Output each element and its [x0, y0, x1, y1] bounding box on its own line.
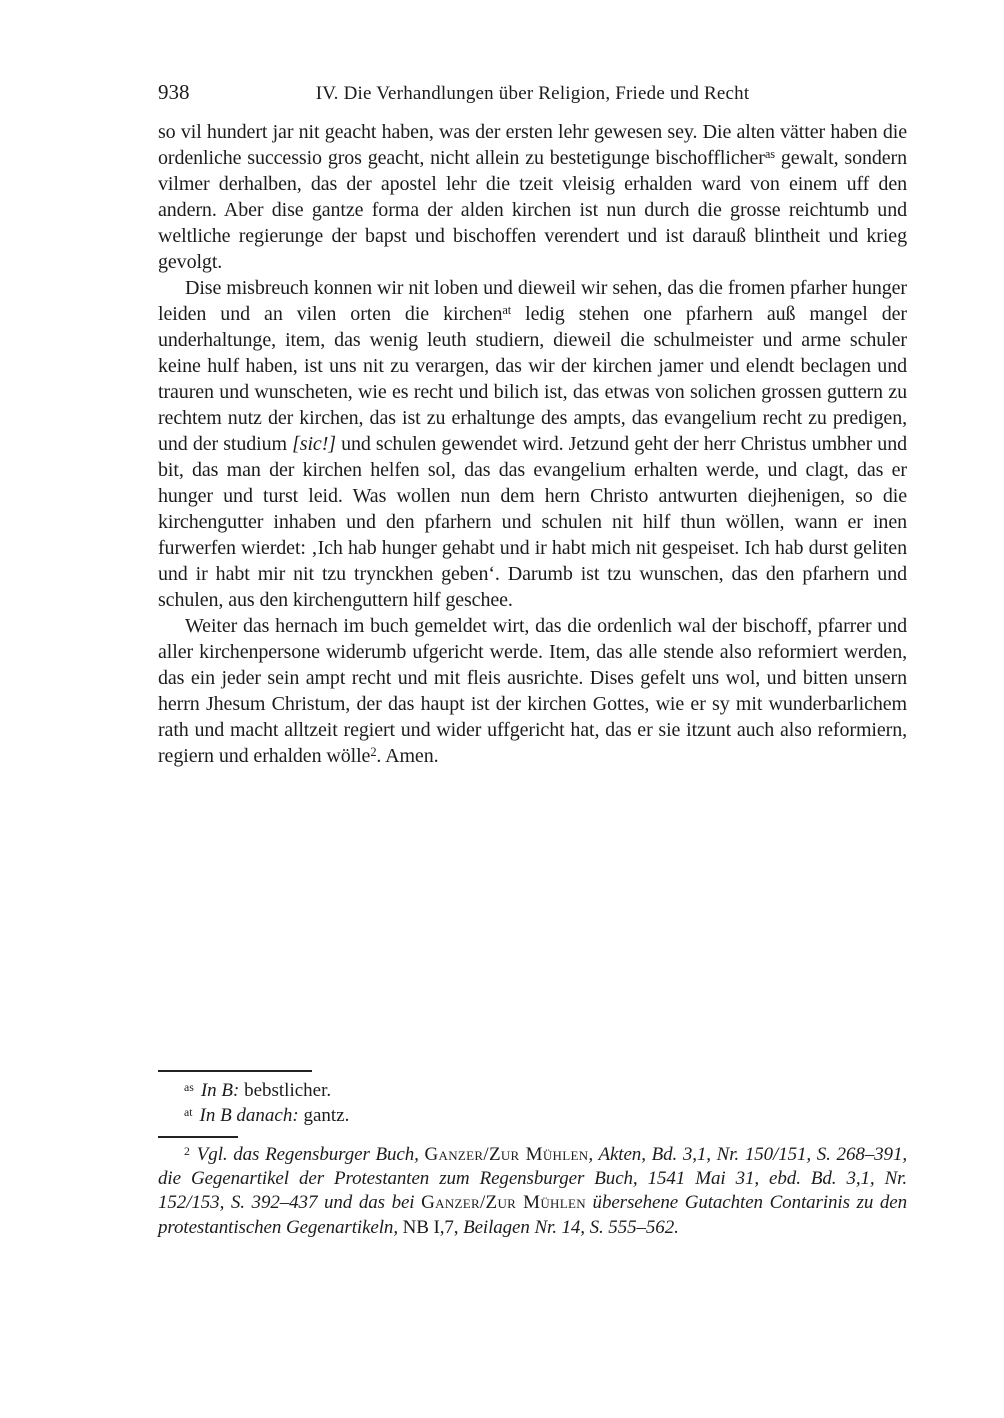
text-segment: gewalt, sondern vilmer derhalben, das der apostel lehr die tzeit vleisig erhalden ward von einem uff den andern. Aber dise gantze forma der alden kirchen ist nun durch die grosse reichtumb und weltliche regierunge der bapst und bischoffen verendert und ist darauß blintheit und krieg gevolgt.: [158, 147, 908, 273]
running-header: IV. Die Verhandlungen über Religion, Friede und Recht: [315, 83, 750, 104]
body-paragraph: [158, 275, 907, 613]
superscript-reference: as: [764, 147, 775, 162]
text-segment: Dise misbreuch konnen wir nit loben und dieweil wir sehen, das die fromen pfarher hunger leiden und an vilen orten die kirchen: [158, 277, 907, 325]
apparatus-separator-rule: [158, 1070, 312, 1072]
text-segment: gantz.: [298, 1105, 350, 1126]
text-segment: . Amen.: [376, 745, 439, 767]
text-segment: und schulen gewendet wird. Jetzund geht der herr Christus umbher und bit, das man der kirchen helfen sol, das das evangelium erhalten werde, und clagt, das er hunger und turst leid. Was wollen nun dem hern Christo antwurten diejhenigen, so die kirchengutter inhaben und den pfarhern und schulen nit hilf thun wöllen, wann er inen furwerfen wierdet: ‚Ich hab hunger gehabt und ir habt mich nit gespeiset. Ich hab durst geliten und ir habt mir nit tzu trynckhen geben‘. Darumb ist tzu wunschen, das den pfarhern und schulen, aus den kirchenguttern hilf geschee.: [158, 433, 907, 611]
text-segment: In B:: [200, 1080, 240, 1101]
footnote-marker: at: [184, 1105, 193, 1119]
text-segment: ledig stehen one pfarhern auß mangel der underhaltunge, item, das wenig leuth studiern, dieweil die schulmeister und arme schuler keine hulf haben, ist uns nit zu verargen, das wir der kirchen jamer und elendt beclagen und trauren und wunscheten, wie es recht und bilich ist, das etwas von solichen grossen guttern zu rechtem nutz der kirchen, das ist zu erhaltunge des ampts, das evangelium recht zu predigen, und der studium: [158, 303, 907, 455]
text-segment: Akten, Bd. 3,1, Nr. 150/151, S. 268–391, die Gegenartikel der Protestanten zum Regensburger Buch, 1541 Mai 31, ebd. Bd. 3,1, Nr. 152/153, S. 392–437 und das bei: [158, 1144, 907, 1214]
text-segment: bebstlicher.: [239, 1080, 332, 1101]
text-segment: In B danach:: [199, 1105, 299, 1126]
body-text: [158, 119, 907, 769]
footnote-marker: as: [184, 1080, 194, 1094]
critical-apparatus: [158, 1078, 907, 1128]
page-number: 938: [158, 80, 190, 104]
apparatus-note: [158, 1078, 907, 1103]
superscript-reference: at: [502, 303, 512, 318]
superscript-reference: 2: [370, 745, 377, 760]
apparatus-note: [158, 1103, 907, 1128]
footnote: [158, 1143, 907, 1240]
text-segment: ,: [588, 1144, 599, 1165]
text-segment: Ganzer/Zur Mühlen: [421, 1192, 586, 1214]
text-segment: Weiter das hernach im buch gemeldet wirt, das die ordenlich wal der bischoff, pfarrer und aller kirchenpersone widerumb ufgericht werde. Item, das alle stende also reformiert werden, das ein jeder sein ampt recht und mit fleis ausrichte. Dises gefelt uns wol, und bitten unsern herrn Jhesum Christum, der das haupt ist der kirchen Gottes, wie er sy mit wunderbarlichem rath und macht alltzeit regiert und wider uffgericht hat, das er sie itzunt auch also reformiern, regiern und erhalden wölle: [158, 615, 907, 767]
footnote-separator-rule: [158, 1136, 238, 1138]
text-segment: so vil hundert jar nit geacht haben, was der ersten lehr gewesen sey. Die alten vätter haben die ordenliche successio gros geacht, nicht allein zu bestetigunge bischofflicher: [158, 121, 907, 169]
text-segment: [sic!]: [292, 433, 336, 455]
text-segment: Beilagen Nr. 14, S. 555–562.: [463, 1216, 679, 1238]
text-segment: Vgl. das Regensburger Buch,: [196, 1144, 425, 1165]
body-paragraph: [158, 119, 907, 275]
footnote-marker: 2: [184, 1144, 190, 1158]
text-segment: Ganzer/Zur Mühlen: [424, 1144, 589, 1165]
body-paragraph: [158, 613, 907, 769]
text-segment: übersehene Gutachten Contarinis zu den protestantischen Gegenartikeln,: [158, 1192, 907, 1238]
footnote-block: [158, 1143, 907, 1240]
text-segment: NB I,7,: [397, 1216, 464, 1238]
